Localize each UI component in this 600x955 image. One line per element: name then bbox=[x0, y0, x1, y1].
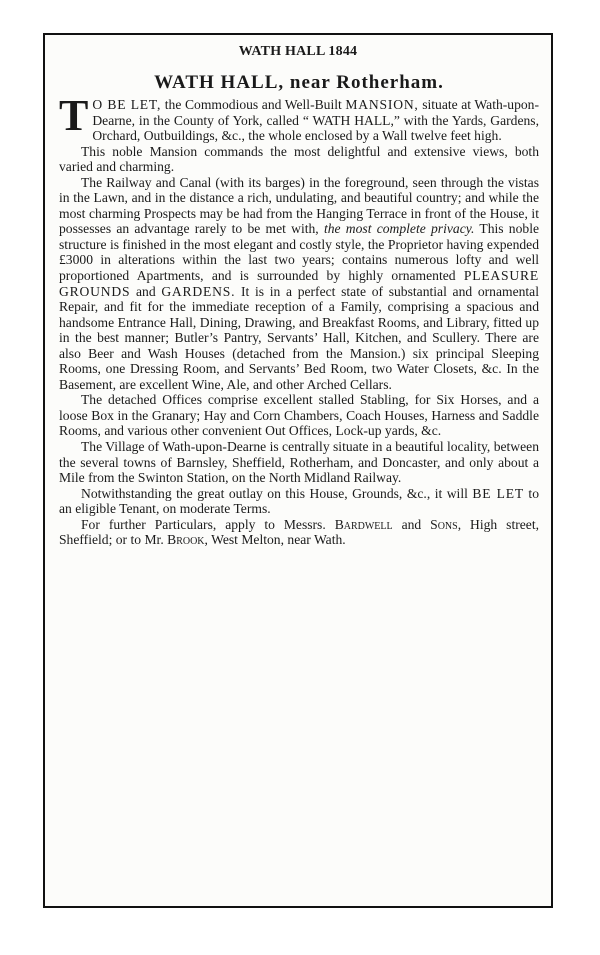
intro-text-b: situate at Wath-upon-Dearne, in the County of York, called “ WATH HALL,” with the Yards, Gardens, Orchard, Outbuildings, &c., the whole enclosed by a Wall twelve feet high. bbox=[92, 97, 539, 144]
paragraph-village: The Village of Wath-upon-Dearne is centrally situate in a beautiful locality, between the several towns of Barnsley, Sheffield, Rotherham, and Doncaster, and only about a Mile from the Swinton Station, on the North Midland Railway. bbox=[59, 439, 539, 486]
intro-lead: O BE LET, bbox=[92, 97, 162, 112]
contact-brook: Brook, bbox=[167, 532, 208, 548]
contact-text-d: West Melton, near Wath. bbox=[207, 532, 346, 548]
contact-text-b: and bbox=[392, 516, 431, 532]
description-text-c: It is in a perfect state of substantial and ornamental Repair, and fit for the immediate reception of a Family, comprising a spacious and handsome Entrance Hall, Dining, Drawing, and Breakfast Rooms, and Library, fitted up in the best manner; Butler’s Pantry, Servants’ Hall, Kitchen, and Scullery. There are also Beer and Wash Houses (detached from the Mansion.) six principal Sleeping Rooms, one Dressing Room, and Servants’ Bed Room, two Water Closets, &c. In the Basement, are excellent Wine, Ale, and other Arched Cellars. bbox=[59, 283, 539, 392]
paragraph-intro bbox=[59, 91, 539, 144]
newspaper-clipping bbox=[59, 71, 539, 901]
intro-text-a: the Commodious and Well-Built bbox=[161, 97, 346, 112]
headline: WATH HALL, near Rotherham. bbox=[154, 72, 444, 93]
description-and: and bbox=[130, 283, 162, 299]
contact-text-a: For further Particulars, apply to Messrs. bbox=[81, 516, 335, 532]
pleasure-grounds-label: PLEASURE GROUNDS bbox=[59, 268, 539, 299]
contact-sons: Sons, bbox=[430, 516, 462, 532]
drop-cap: T bbox=[59, 91, 89, 140]
paragraph-contact bbox=[59, 517, 539, 548]
gardens-label: GARDENS. bbox=[161, 283, 236, 299]
paragraph-terms bbox=[59, 486, 539, 517]
contact-bardwell: Bardwell bbox=[334, 516, 393, 532]
paragraph-offices: The detached Offices comprise excellent stalled Stabling, for Six Horses, and a loose Box in the Granary; Hay and Corn Chambers, Coach Houses, Harness and Saddle Rooms, and various other convenient Out Offices, Lock-up yards, &c. bbox=[59, 392, 539, 439]
paragraph-description bbox=[59, 175, 539, 393]
description-text-b: This noble structure is finished in the most elegant and costly style, the Proprietor having expended £3000 in alterations within the last two years; contains numerous lofty and well proportioned Apartments, and is surrounded by highly ornamented bbox=[59, 221, 539, 284]
advertisement-frame bbox=[43, 33, 553, 908]
terms-text-b: to an eligible Tenant, on moderate Terms. bbox=[59, 485, 539, 517]
intro-mansion: MANSION, bbox=[345, 97, 419, 112]
terms-text-a: Notwithstanding the great outlay on this House, Grounds, &c., it will bbox=[81, 485, 473, 501]
paragraph-views: This noble Mansion commands the most delightful and extensive views, both varied and charming. bbox=[59, 143, 539, 175]
contact-text-c: High street, Sheffield; or to Mr. bbox=[59, 516, 539, 548]
description-italic: the most complete privacy. bbox=[323, 221, 475, 237]
page-caption: WATH HALL 1844 bbox=[238, 44, 358, 59]
description-text-a: The Railway and Canal (with its barges) in the foreground, seen through the vistas in the Lawn, and in the distance a rich, undulating, and beautiful country; and while the most charming Prospects may be had from the Hanging Terrace in front of the House, it possesses an advantage rarely to be met with, bbox=[59, 174, 539, 237]
be-let-label: BE LET bbox=[472, 485, 524, 501]
